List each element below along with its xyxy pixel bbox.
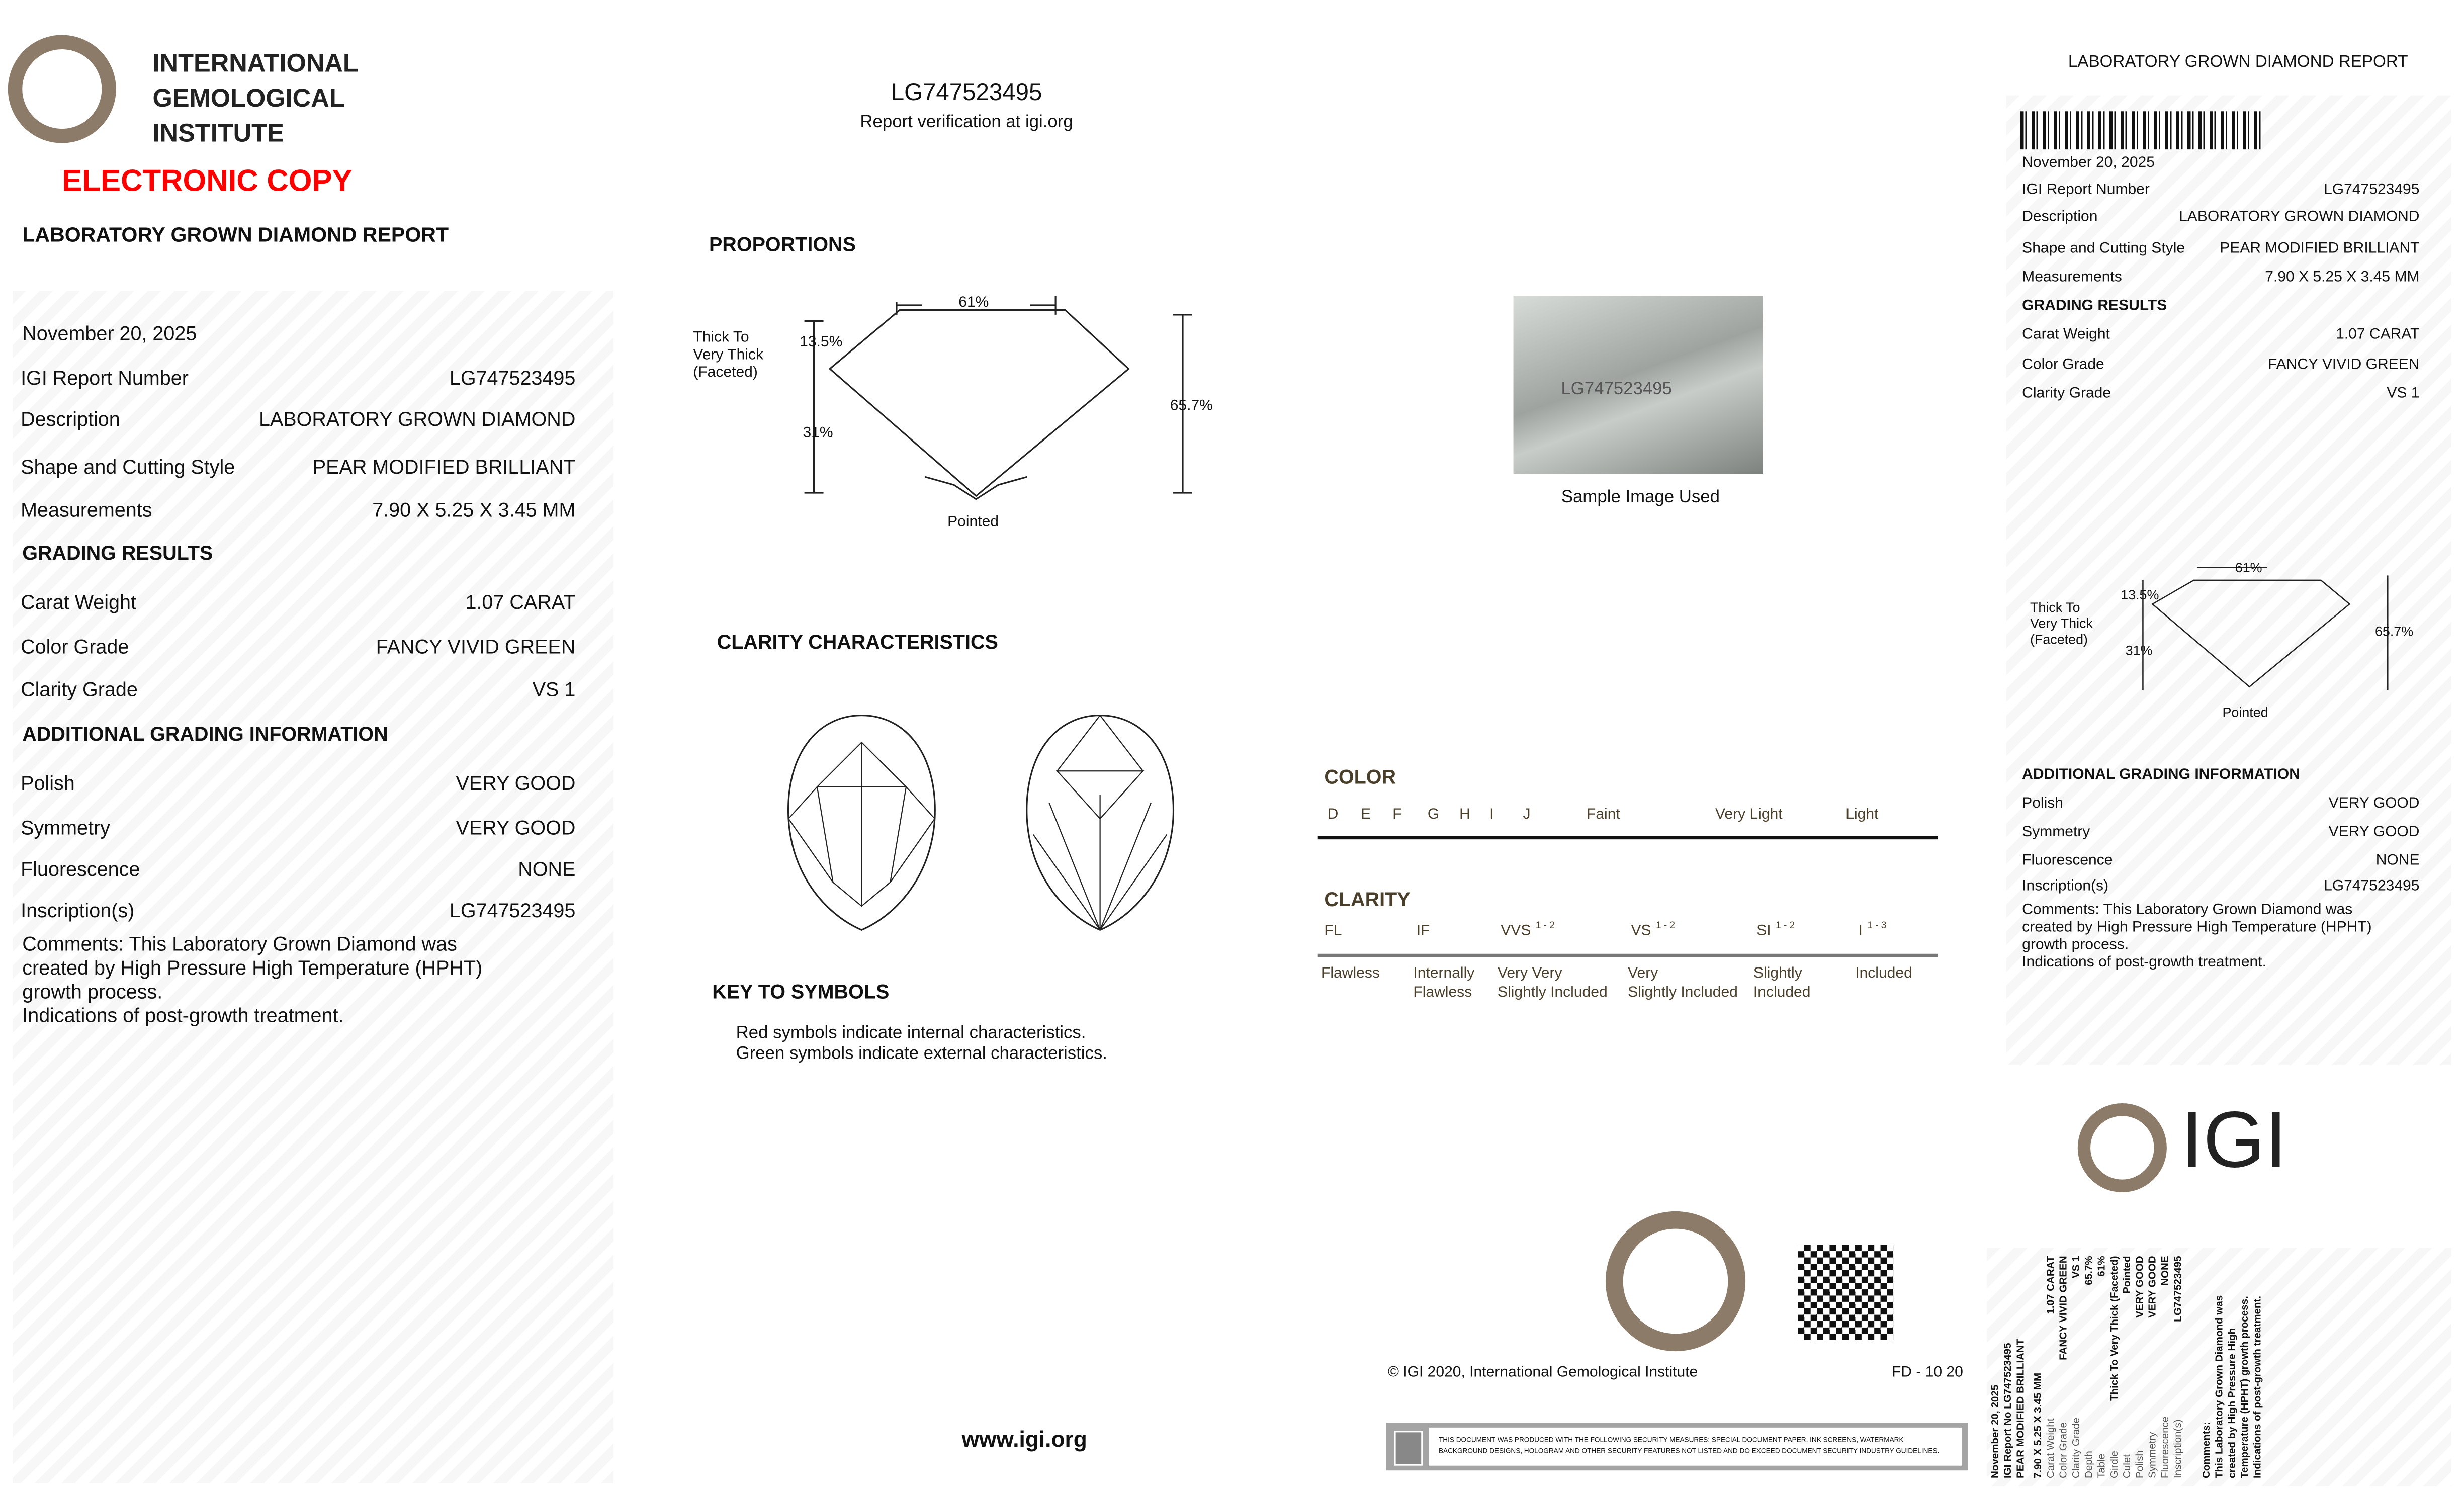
stub-label: Fluorescence bbox=[2160, 1416, 2172, 1479]
color-range: Very Light bbox=[1715, 806, 1783, 824]
detail-row bbox=[21, 636, 575, 658]
stub-row bbox=[2173, 1256, 2185, 1478]
row-value: PEAR MODIFIED BRILLIANT bbox=[2220, 240, 2420, 258]
row-value: VERY GOOD bbox=[2328, 823, 2420, 841]
stub-comment-line: Comments: bbox=[2202, 1421, 2213, 1479]
row-label: Measurements bbox=[21, 499, 152, 521]
clarity-grade-code: VS bbox=[1631, 922, 1651, 940]
key-to-symbols-text bbox=[736, 1024, 1107, 1065]
detail-row bbox=[21, 408, 575, 430]
stub-value: 61% bbox=[2096, 1256, 2108, 1277]
detail-row bbox=[21, 858, 575, 881]
website[interactable]: www.igi.org bbox=[961, 1426, 1087, 1452]
clarity-grade-sub: 1 - 2 bbox=[1656, 922, 1676, 932]
detail-row bbox=[21, 772, 575, 795]
clarity-grade-sub: 1 - 2 bbox=[1535, 922, 1555, 932]
detail-row bbox=[21, 679, 575, 701]
detail-row bbox=[21, 367, 575, 389]
stub-comment-line: Temperature (HPHT) growth process. bbox=[2240, 1296, 2251, 1479]
key-line: Red symbols indicate internal characteristics. bbox=[736, 1023, 1086, 1043]
right-crown-percent: 13.5% bbox=[2121, 586, 2159, 603]
color-range: Faint bbox=[1586, 806, 1620, 824]
row-value: LABORATORY GROWN DIAMOND bbox=[2179, 208, 2420, 226]
desc-line: Very bbox=[1628, 964, 1658, 983]
sample-caption: Sample Image Used bbox=[1561, 488, 1720, 507]
right-detail-row bbox=[2022, 852, 2419, 869]
color-grade: I bbox=[1489, 806, 1494, 824]
right-girdle-label bbox=[2030, 599, 2093, 647]
clarity-grade bbox=[1417, 922, 1435, 940]
stub-label: Color Grade bbox=[2058, 1422, 2070, 1479]
row-value: LABORATORY GROWN DIAMOND bbox=[258, 408, 576, 431]
report-date: November 20, 2025 bbox=[22, 322, 197, 345]
igi-logo-text: IGI bbox=[2181, 1095, 2287, 1185]
stub-label: Depth bbox=[2084, 1451, 2095, 1479]
color-grade: J bbox=[1523, 806, 1531, 824]
right-detail-row bbox=[2022, 385, 2419, 402]
comment-line: Indications of post-growth treatment. bbox=[22, 1004, 344, 1027]
right-date: November 20, 2025 bbox=[2022, 154, 2155, 172]
org-line: INSTITUTE bbox=[152, 121, 284, 148]
girdle-line: Thick To bbox=[2030, 599, 2080, 615]
key-to-symbols-title: KEY TO SYMBOLS bbox=[712, 981, 890, 1003]
row-label: Symmetry bbox=[21, 817, 110, 840]
row-label: IGI Report Number bbox=[21, 367, 189, 390]
color-grade: F bbox=[1392, 806, 1402, 824]
detail-row bbox=[21, 591, 575, 613]
right-grading-title: GRADING RESULTS bbox=[2022, 297, 2167, 315]
row-value: NONE bbox=[518, 858, 576, 881]
row-label: Measurements bbox=[2022, 269, 2122, 287]
stub-value: NONE bbox=[2160, 1256, 2172, 1286]
stub-label: Clarity Grade bbox=[2071, 1417, 2083, 1479]
form-number: FD - 10 20 bbox=[1891, 1364, 1963, 1382]
comment-line: growth process. bbox=[22, 981, 163, 1003]
desc-line: Slightly Included bbox=[1497, 984, 1608, 1002]
stub-value: VERY GOOD bbox=[2135, 1256, 2146, 1318]
stub-value: 1.07 CARAT bbox=[2046, 1256, 2057, 1314]
right-detail-row bbox=[2022, 240, 2419, 257]
crown-percent: 13.5% bbox=[800, 333, 843, 351]
clarity-description bbox=[1753, 965, 1811, 1003]
row-label: Carat Weight bbox=[21, 591, 136, 614]
comment-line: created by High Pressure High Temperature (HPHT) bbox=[2022, 919, 2372, 937]
copyright: © IGI 2020, International Gemological Institute bbox=[1387, 1364, 1698, 1382]
row-value: LG747523495 bbox=[2324, 181, 2420, 199]
clarity-scale-line bbox=[1318, 954, 1938, 956]
row-label: Fluorescence bbox=[2022, 852, 2113, 870]
right-detail-row bbox=[2022, 269, 2419, 286]
row-label: Fluorescence bbox=[21, 858, 140, 881]
row-value: LG747523495 bbox=[449, 900, 576, 922]
row-label: Clarity Grade bbox=[21, 678, 138, 701]
clarity-grade bbox=[1756, 922, 1795, 940]
table-percent: 61% bbox=[958, 294, 989, 312]
stub-value: VERY GOOD bbox=[2147, 1256, 2159, 1318]
row-label: Polish bbox=[2022, 795, 2063, 813]
girdle-line: Very Thick bbox=[693, 346, 764, 364]
stub-label: Table bbox=[2096, 1453, 2108, 1479]
clarity-grade-code: IF bbox=[1416, 922, 1430, 940]
stub-line: 7.90 X 5.25 X 3.45 MM bbox=[2033, 1372, 2045, 1479]
row-label: Shape and Cutting Style bbox=[21, 456, 235, 479]
verification-link[interactable]: Report verification at igi.org bbox=[860, 113, 1073, 132]
desc-line: Flawless bbox=[1321, 964, 1380, 983]
stub-row bbox=[2122, 1256, 2135, 1478]
stub-label: Polish bbox=[2135, 1450, 2146, 1479]
row-value: VERY GOOD bbox=[456, 817, 576, 840]
clarity-characteristics-title: CLARITY CHARACTERISTICS bbox=[717, 631, 998, 654]
igi-seal-logo bbox=[2078, 1103, 2167, 1192]
clarity-grade-code: FL bbox=[1324, 922, 1342, 940]
clarity-description bbox=[1628, 965, 1738, 1003]
stub-label: Girdle bbox=[2109, 1451, 2121, 1479]
right-additional-title: ADDITIONAL GRADING INFORMATION bbox=[2022, 766, 2300, 784]
row-label: Description bbox=[2022, 208, 2098, 226]
stub-label: Symmetry bbox=[2147, 1432, 2159, 1479]
detail-row bbox=[21, 499, 575, 521]
row-value: VS 1 bbox=[2387, 385, 2420, 402]
stub-row bbox=[2160, 1256, 2173, 1478]
org-line: INTERNATIONAL bbox=[152, 51, 359, 78]
row-value: VS 1 bbox=[532, 678, 576, 701]
right-culet-label: Pointed bbox=[2222, 704, 2268, 721]
stub-label: Culet bbox=[2122, 1454, 2134, 1479]
stub-value: FANCY VIVID GREEN bbox=[2058, 1256, 2070, 1360]
right-report-title: LABORATORY GROWN DIAMOND REPORT bbox=[2068, 52, 2408, 72]
clarity-grade bbox=[1859, 922, 1887, 940]
security-line: THIS DOCUMENT WAS PRODUCED WITH THE FOLLOWING SECURITY MEASURES: SPECIAL DOCUMENT PAPER, INK SCREENS, WATERMARK bbox=[1438, 1435, 1904, 1444]
row-value: PEAR MODIFIED BRILLIANT bbox=[312, 456, 576, 479]
color-grade: H bbox=[1459, 806, 1470, 824]
girdle-line: Very Thick bbox=[2030, 615, 2093, 632]
right-detail-row bbox=[2022, 795, 2419, 813]
comment-line: Comments: This Laboratory Grown Diamond was bbox=[22, 933, 457, 955]
stub-value: LG747523495 bbox=[2173, 1256, 2184, 1322]
row-label: Polish bbox=[21, 772, 75, 795]
electronic-copy-label: ELECTRONIC COPY bbox=[62, 165, 353, 199]
girdle-line: (Faceted) bbox=[2030, 631, 2088, 647]
stub-value: 65.7% bbox=[2084, 1256, 2095, 1285]
row-value: 1.07 CARAT bbox=[465, 591, 576, 614]
row-label: Clarity Grade bbox=[2022, 385, 2111, 402]
clarity-grade-sub: 1 - 2 bbox=[1776, 922, 1795, 932]
security-line: BACKGROUND DESIGNS, HOLOGRAM AND OTHER SECURITY FEATURES NOT LISTED AND DO EXCEED DOCUMENT SECURITY INDUSTRY GUIDELINES. bbox=[1438, 1446, 1940, 1455]
proportions-title: PROPORTIONS bbox=[709, 233, 856, 256]
right-depth-percent: 65.7% bbox=[2374, 623, 2414, 639]
row-value: FANCY VIVID GREEN bbox=[2267, 356, 2420, 374]
girdle-label bbox=[693, 329, 763, 381]
stub-comments bbox=[2202, 1240, 2265, 1478]
desc-line: Included bbox=[1753, 984, 1811, 1002]
right-comments bbox=[2022, 901, 2371, 971]
girdle-line: Thick To bbox=[693, 329, 749, 347]
sample-image bbox=[1514, 296, 1763, 474]
stub-row bbox=[2071, 1256, 2084, 1478]
row-value: 7.90 X 5.25 X 3.45 MM bbox=[372, 499, 576, 521]
detail-row bbox=[21, 900, 575, 922]
stub-comment-line: This Laboratory Grown Diamond was bbox=[2214, 1295, 2226, 1479]
row-label: Symmetry bbox=[2022, 823, 2090, 841]
clarity-grade-code: I bbox=[1858, 922, 1863, 940]
stub-row bbox=[2135, 1256, 2148, 1478]
clarity-description bbox=[1498, 965, 1608, 1003]
row-value: LG747523495 bbox=[2324, 877, 2420, 895]
desc-line: Flawless bbox=[1413, 984, 1472, 1002]
color-scale-line bbox=[1318, 836, 1938, 839]
color-range: Light bbox=[1845, 806, 1879, 824]
right-detail-row bbox=[2022, 181, 2419, 199]
row-label: Shape and Cutting Style bbox=[2022, 240, 2185, 258]
stub-row bbox=[2148, 1256, 2160, 1478]
row-label: Color Grade bbox=[2022, 356, 2104, 374]
comment-line: Indications of post-growth treatment. bbox=[2022, 953, 2266, 972]
key-line: Green symbols indicate external characteristics. bbox=[736, 1044, 1107, 1064]
stub-line: IGI Report No LG747523495 bbox=[2003, 1343, 2014, 1479]
color-grade: D bbox=[1327, 806, 1339, 824]
pavilion-percent: 31% bbox=[803, 424, 833, 442]
stub-row bbox=[2059, 1256, 2071, 1478]
stub-label: Carat Weight bbox=[2046, 1418, 2057, 1479]
stub-row bbox=[2097, 1256, 2109, 1478]
color-grade: G bbox=[1427, 806, 1440, 824]
depth-percent: 65.7% bbox=[1170, 397, 1213, 415]
clarity-description bbox=[1321, 965, 1380, 984]
row-label: Carat Weight bbox=[2022, 326, 2110, 343]
proportions-diagram bbox=[683, 286, 1224, 541]
clarity-grade-sub: 1 - 3 bbox=[1867, 922, 1887, 932]
stub-line: November 20, 2025 bbox=[1990, 1384, 2002, 1479]
desc-line: Slightly bbox=[1753, 964, 1802, 983]
additional-grading-title: ADDITIONAL GRADING INFORMATION bbox=[22, 723, 388, 746]
row-value: LG747523495 bbox=[449, 367, 576, 390]
clarity-scale-title: CLARITY bbox=[1324, 889, 1411, 911]
igi-seal-logo bbox=[8, 35, 116, 143]
row-value: FANCY VIVID GREEN bbox=[376, 636, 576, 658]
stub-rotated bbox=[1990, 1240, 2435, 1478]
clarity-description bbox=[1413, 965, 1474, 1003]
right-detail-row bbox=[2022, 326, 2419, 343]
stub-comment-line: Indications of post-growth treatment. bbox=[2252, 1295, 2264, 1479]
report-number: LG747523495 bbox=[891, 79, 1042, 107]
security-notice bbox=[1386, 1423, 1968, 1470]
desc-line: Included bbox=[1855, 964, 1912, 983]
qr-code[interactable] bbox=[1798, 1245, 1893, 1340]
detail-row bbox=[21, 456, 575, 478]
stub-row bbox=[2109, 1256, 2122, 1478]
clarity-grade-code: SI bbox=[1756, 922, 1771, 940]
stub-value: VS 1 bbox=[2071, 1256, 2083, 1278]
row-value: NONE bbox=[2375, 852, 2420, 870]
clarity-grade bbox=[1501, 922, 1555, 940]
right-detail-row bbox=[2022, 208, 2419, 226]
stub-comment-line: created by High Pressure High bbox=[2227, 1328, 2239, 1479]
clarity-grade-code: VVS bbox=[1501, 922, 1531, 940]
row-label: Inscription(s) bbox=[21, 900, 135, 922]
right-detail-row bbox=[2022, 877, 2419, 895]
row-value: VERY GOOD bbox=[456, 772, 576, 795]
row-label: Color Grade bbox=[21, 636, 129, 658]
clarity-plot-diagram bbox=[779, 708, 1192, 938]
stub-row bbox=[2084, 1256, 2096, 1478]
culet-label: Pointed bbox=[947, 513, 999, 531]
comment-line: Comments: This Laboratory Grown Diamond was bbox=[2022, 901, 2353, 919]
stub-value: Thick To Very Thick (Faceted) bbox=[2109, 1256, 2121, 1401]
desc-line: Internally bbox=[1413, 964, 1475, 983]
desc-line: Very Very bbox=[1497, 964, 1562, 983]
girdle-line: (Faceted) bbox=[693, 364, 758, 382]
igi-seal-logo bbox=[1606, 1211, 1745, 1351]
row-label: Inscription(s) bbox=[2022, 877, 2109, 895]
report-title: LABORATORY GROWN DIAMOND REPORT bbox=[22, 222, 449, 247]
right-pavilion-percent: 31% bbox=[2125, 642, 2153, 658]
clarity-grade bbox=[1324, 922, 1347, 940]
stub-label: Inscription(s) bbox=[2173, 1419, 2184, 1479]
clarity-grade bbox=[1631, 922, 1675, 940]
comments bbox=[22, 933, 482, 1029]
row-label: IGI Report Number bbox=[2022, 181, 2150, 199]
right-detail-row bbox=[2022, 824, 2419, 841]
sample-inscription: LG747523495 bbox=[1561, 380, 1672, 399]
right-table-percent: 61% bbox=[2235, 559, 2262, 576]
stub-row bbox=[2046, 1256, 2059, 1478]
color-scale-title: COLOR bbox=[1324, 766, 1396, 789]
stub-line: PEAR MODIFIED BRILLIANT bbox=[2015, 1339, 2027, 1479]
detail-row bbox=[21, 817, 575, 839]
desc-line: Slightly Included bbox=[1628, 984, 1738, 1002]
comment-line: growth process. bbox=[2022, 936, 2129, 954]
comment-line: created by High Pressure High Temperature (HPHT) bbox=[22, 957, 483, 980]
grading-results-title: GRADING RESULTS bbox=[22, 542, 213, 565]
stub-value: Pointed bbox=[2122, 1256, 2134, 1294]
clarity-description bbox=[1855, 965, 1912, 984]
right-detail-row bbox=[2022, 356, 2419, 374]
row-value: VERY GOOD bbox=[2328, 795, 2420, 813]
barcode bbox=[2020, 111, 2262, 149]
org-line: GEMOLOGICAL bbox=[152, 85, 345, 113]
org-name bbox=[152, 48, 358, 153]
row-value: 1.07 CARAT bbox=[2336, 326, 2420, 343]
color-grade: E bbox=[1361, 806, 1371, 824]
row-value: 7.90 X 5.25 X 3.45 MM bbox=[2265, 269, 2420, 287]
lock-document-icon bbox=[1394, 1431, 1423, 1466]
row-label: Description bbox=[21, 408, 120, 431]
